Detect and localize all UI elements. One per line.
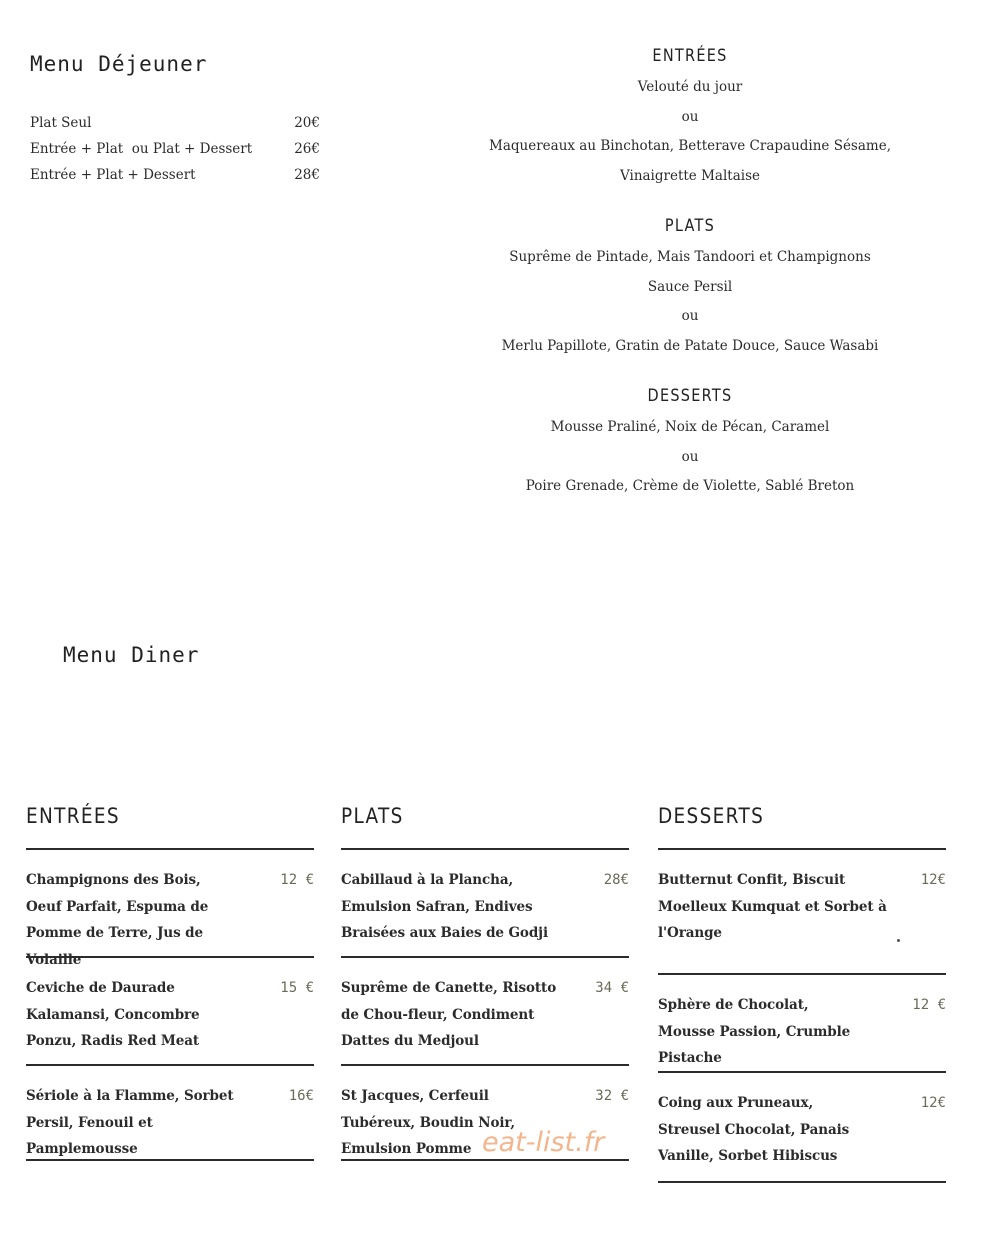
lunch-dish-line: ou: [681, 448, 699, 465]
lunch-section-desserts: [480, 386, 900, 505]
dinner-item-desc: Coing aux Pruneaux, Streusel Chocolat, Panais Vanille, Sorbet Hibiscus: [658, 1095, 850, 1164]
dinner-item: [341, 850, 629, 958]
price-row-label: Entrée + Plat + Dessert: [30, 167, 196, 183]
dinner-column-desserts: [658, 800, 948, 1183]
lunch-section-entrees: [480, 46, 900, 194]
dinner-item-price: 12 €: [280, 872, 314, 888]
dinner-item-desc: Ceviche de Daurade Kalamansi, Concombre Ponzu, Radis Red Meat: [26, 980, 200, 1049]
dinner-item-desc: Butternut Confit, Biscuit Moelleux Kumquat et Sorbet à l'Orange: [658, 872, 887, 941]
dinner-item-price: 12 €: [912, 997, 946, 1013]
dinner-item-desc: Champignons des Bois, Oeuf Parfait, Espuma de Pomme de Terre, Jus de Volaille: [26, 872, 209, 968]
price-row-value: 28€: [294, 167, 320, 183]
dinner-item-price: 34 €: [595, 980, 629, 996]
dinner-item: [658, 850, 946, 975]
dinner-item-price: 12€: [920, 872, 946, 888]
dinner-item-price: 15 €: [280, 980, 314, 996]
dinner-column-title: PLATS: [341, 804, 404, 828]
dinner-item-price: 16€: [288, 1088, 314, 1104]
lunch-dish-line: ou: [681, 308, 699, 324]
dinner-item-desc: Cabillaud à la Plancha, Emulsion Safran, Endives Braisées aux Baies de Godji: [341, 872, 548, 941]
dinner-column-title: ENTRÉES: [26, 804, 120, 828]
dinner-item: [26, 850, 314, 968]
price-row-label: Plat Seul: [30, 115, 92, 131]
stray-dot: [897, 939, 900, 942]
lunch-dish-line: Velouté du jour: [637, 79, 743, 95]
lunch-section-title: ENTRÉES: [652, 46, 728, 66]
dinner-item: [26, 1066, 314, 1161]
dinner-item: [341, 958, 629, 1066]
lunch-dish-line: Suprême de Pintade, Mais Tandoori et Champignons: [509, 249, 871, 265]
lunch-price-list: [30, 113, 322, 191]
dinner-item: [26, 958, 314, 1066]
lunch-menu-courses: [480, 46, 900, 527]
lunch-dish-line: Maquereaux au Binchotan, Betterave Crapaudine Sésame,: [489, 138, 891, 154]
lunch-section-title: PLATS: [664, 216, 716, 236]
lunch-menu-title: Menu Déjeuner: [30, 52, 208, 76]
dinner-column-plats: [341, 800, 631, 1161]
lunch-dish-line: Vinaigrette Maltaise: [619, 167, 760, 184]
lunch-section-plats: [480, 216, 900, 364]
lunch-section-title: DESSERTS: [647, 386, 733, 406]
watermark: eat-list.fr: [482, 1127, 605, 1158]
lunch-dish-line: ou: [681, 108, 699, 125]
lunch-dish-line: Merlu Papillote, Gratin de Patate Douce, Sauce Wasabi: [501, 337, 879, 354]
price-row: [30, 113, 322, 139]
dinner-item-desc: Sériole à la Flamme, Sorbet Persil, Fenouil et Pamplemousse: [26, 1088, 234, 1157]
price-row-value: 26€: [294, 141, 320, 157]
lunch-dish-line: Poire Grenade, Crème de Violette, Sablé Breton: [525, 478, 855, 494]
dinner-column-entrees: [26, 800, 316, 1161]
dinner-item-price: 32 €: [595, 1088, 629, 1104]
dinner-item: [658, 1073, 946, 1183]
dinner-item-desc: Sphère de Chocolat, Mousse Passion, Crumble Pistache: [658, 997, 851, 1066]
dinner-item-price: 12€: [920, 1095, 946, 1111]
dinner-column-title: DESSERTS: [658, 804, 765, 828]
lunch-dish-line: Mousse Praliné, Noix de Pécan, Caramel: [550, 419, 830, 435]
lunch-dish-line: Sauce Persil: [647, 278, 733, 295]
dinner-item: [658, 975, 946, 1073]
price-row: [30, 139, 322, 165]
dinner-item-price: 28€: [603, 872, 629, 888]
dinner-item-desc: Suprême de Canette, Risotto de Chou-fleur, Condiment Dattes du Medjoul: [341, 980, 557, 1049]
price-row-value: 20€: [294, 115, 320, 131]
price-row: [30, 165, 322, 191]
dinner-menu-title: Menu Diner: [63, 643, 200, 667]
price-row-label: Entrée + Plat ou Plat + Dessert: [30, 141, 253, 157]
dinner-item-desc: St Jacques, Cerfeuil Tubéreux, Boudin Noir, Emulsion Pomme: [341, 1088, 516, 1157]
